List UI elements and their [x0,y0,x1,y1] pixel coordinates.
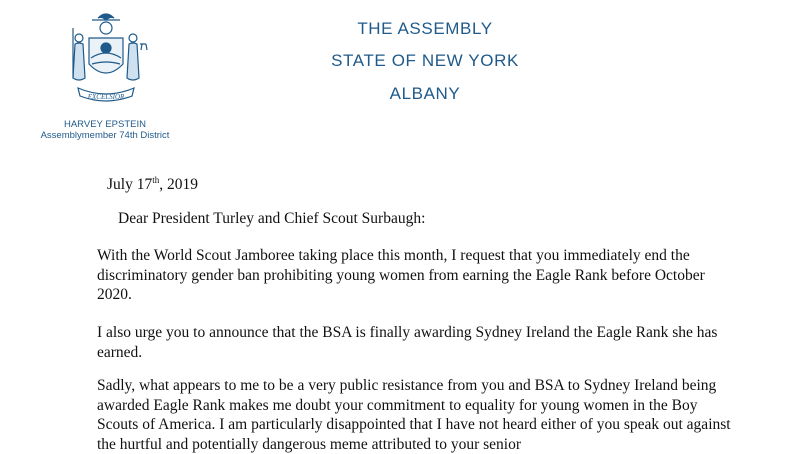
body-paragraph-3: Sadly, what appears to me to be a very public resistance from you and BSA to Sydney Ireland being awarded Eagle Rank makes me doubt your commitment to equality for young women in the Boy Scouts of America. I am particularly disappointed that I have not heard either of you speak out against the hurtful and potentially dangerous meme attributed to your senior [97,377,731,453]
letterhead-line-1: THE ASSEMBLY [357,19,493,38]
new-york-state-seal [62,8,150,112]
sender-title: Assemblymember 74th District [40,130,170,141]
svg-text:EXCELSIOR: EXCELSIOR [87,93,125,101]
letter-date [107,175,198,194]
sender-name: HARVEY EPSTEIN [63,119,146,130]
body-paragraph-2: I also urge you to announce that the BSA is finally awarding Sydney Ireland the Eagle Rank she has earned. [97,324,718,361]
date-day: July 17 [107,176,153,193]
salutation: Dear President Turley and Chief Scout Surbaugh: [118,210,426,227]
letterhead-line-3: ALBANY [389,84,461,103]
body-paragraph-1: With the World Scout Jamboree taking place this month, I request that you immediately end the discriminatory gender ban prohibiting young women from earning the Eagle Rank before October 2020. [97,247,705,303]
letterhead-line-2: STATE OF NEW YORK [331,51,519,70]
date-year: , 2019 [159,176,198,193]
date-ordinal: th [152,175,160,185]
